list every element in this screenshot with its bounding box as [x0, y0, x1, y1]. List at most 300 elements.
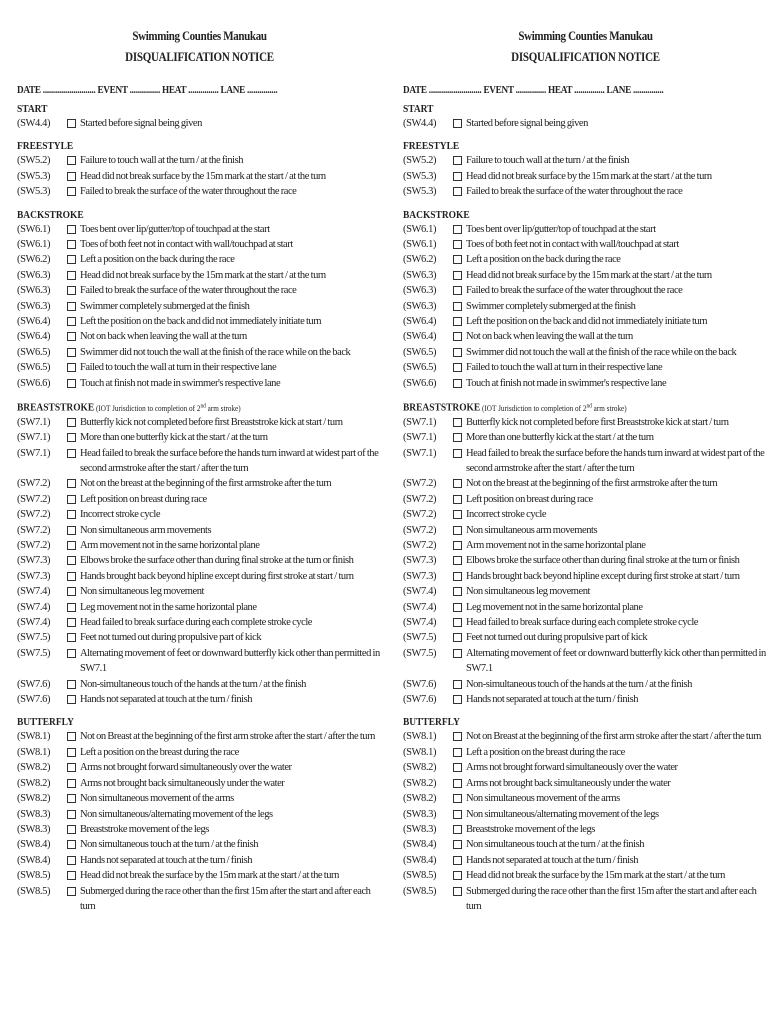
rule-checkbox[interactable]	[67, 794, 76, 803]
rule-code: (SW7.4)	[403, 617, 437, 629]
rule-row	[403, 630, 770, 645]
rule-text: Arms not brought forward simultaneously over the water	[80, 762, 292, 774]
section-note-end: arm stroke)	[591, 403, 627, 413]
rule-checkbox[interactable]	[453, 603, 462, 612]
rule-text: Head failed to break surface during each complete stroke cycle	[80, 617, 313, 629]
rule-checkbox[interactable]	[453, 695, 462, 704]
rule-checkbox[interactable]	[67, 763, 76, 772]
section-title-start	[17, 103, 350, 116]
rule-code: (SW5.3)	[17, 186, 51, 198]
rule-text: Non simultaneous leg movement	[80, 586, 204, 598]
section-title-text: FREESTYLE	[17, 141, 74, 153]
section-note-text: (IOT Jurisdiction to completion of 2	[480, 403, 587, 413]
rule-row	[403, 446, 770, 477]
rule-code: (SW7.2)	[403, 540, 437, 551]
rule-row	[17, 677, 387, 692]
rule-code: (SW8.3)	[403, 808, 437, 820]
rule-checkbox[interactable]	[67, 286, 76, 295]
rule-code: (SW7.1)	[403, 447, 437, 459]
rule-text: Elbows broke the surface other than during final stroke at the turn or finish	[466, 555, 740, 567]
rule-row	[17, 538, 387, 553]
rule-code: (SW8.2)	[403, 793, 437, 805]
section-title-text: BUTTERFLY	[403, 717, 460, 729]
rule-checkbox[interactable]	[67, 449, 76, 458]
rule-code: (SW8.4)	[403, 839, 437, 851]
section-note-sup: nd	[586, 403, 592, 410]
rule-checkbox[interactable]	[67, 510, 76, 519]
rule-checkbox[interactable]	[67, 332, 76, 341]
rule-row	[17, 415, 387, 430]
date-event-heat-lane-line: DATE .......................... EVENT ............... HEAT ............... LANE ...............	[17, 85, 278, 96]
rule-row	[17, 760, 387, 775]
rule-row	[403, 837, 770, 852]
rule-row	[17, 345, 387, 360]
rule-row	[17, 523, 387, 538]
rule-row	[403, 153, 770, 168]
rule-checkbox[interactable]	[67, 156, 76, 165]
rule-text: Head failed to break the surface before the hands turn inward at widest part of the second armstroke after the start / after the turn	[80, 447, 379, 474]
rule-checkbox[interactable]	[67, 172, 76, 181]
rule-code: (SW7.2)	[17, 509, 51, 521]
rule-code: (SW7.6)	[403, 678, 437, 690]
rule-checkbox[interactable]	[67, 541, 76, 550]
rule-code: (SW8.1)	[403, 746, 437, 758]
rule-row	[17, 791, 387, 806]
rule-checkbox[interactable]	[453, 379, 462, 388]
rule-text: Head did not break surface by the 15m mark at the start / at the turn	[466, 170, 712, 182]
rule-row	[17, 884, 387, 915]
rule-checkbox[interactable]	[453, 794, 462, 803]
rule-checkbox[interactable]	[67, 810, 76, 819]
rule-row	[403, 184, 770, 199]
rule-checkbox[interactable]	[67, 363, 76, 372]
rule-checkbox[interactable]	[453, 556, 462, 565]
rule-text: Hands not separated at touch at the turn / finish	[466, 854, 639, 866]
rule-text: Arms not brought back simultaneously under the water	[80, 777, 285, 789]
rule-row	[403, 760, 770, 775]
rule-checkbox[interactable]	[453, 286, 462, 295]
rule-row	[403, 299, 770, 314]
rule-text: Left a position on the breast during the race	[466, 746, 625, 758]
rule-code: (SW6.2)	[403, 254, 437, 266]
sections-container	[403, 103, 770, 914]
rule-checkbox[interactable]	[453, 119, 462, 128]
rule-checkbox[interactable]	[453, 763, 462, 772]
section-title-text: START	[17, 104, 48, 115]
rule-checkbox[interactable]	[453, 732, 462, 741]
rule-code: (SW6.3)	[403, 300, 437, 312]
rule-text: Leg movement not in the same horizontal plane	[466, 601, 643, 613]
rule-code: (SW6.3)	[403, 269, 437, 281]
rule-checkbox[interactable]	[453, 871, 462, 880]
rule-code: (SW8.3)	[17, 808, 51, 820]
rule-row	[17, 476, 387, 491]
rule-checkbox[interactable]	[67, 649, 76, 658]
rule-text: Swimmer did not touch the wall at the finish of the race while on the back	[80, 346, 351, 358]
rule-checkbox[interactable]	[67, 418, 76, 427]
rule-checkbox[interactable]	[453, 825, 462, 834]
rule-checkbox[interactable]	[67, 495, 76, 504]
rule-code: (SW7.1)	[403, 416, 437, 428]
rule-row	[17, 692, 387, 707]
rule-row	[403, 523, 770, 538]
rule-text: Failed to break the surface of the water throughout the race	[466, 285, 683, 297]
rule-code: (SW6.3)	[17, 300, 51, 312]
rule-text: Head did not break surface by the 15m mark at the start / at the turn	[80, 269, 326, 281]
rule-code: (SW5.2)	[17, 155, 51, 167]
rule-text: Arm movement not in the same horizontal plane	[466, 540, 646, 551]
rule-checkbox[interactable]	[453, 633, 462, 642]
rule-row	[17, 430, 387, 445]
rule-checkbox[interactable]	[453, 302, 462, 311]
rule-checkbox[interactable]	[453, 680, 462, 689]
rule-code: (SW5.2)	[403, 155, 437, 167]
rule-code: (SW7.3)	[17, 555, 51, 567]
rule-text: Failed to break the surface of the water throughout the race	[466, 186, 683, 198]
rule-checkbox[interactable]	[67, 317, 76, 326]
rule-checkbox[interactable]	[453, 271, 462, 280]
rule-checkbox[interactable]	[453, 317, 462, 326]
rule-text: Left the position on the back and did not immediately initiate turn	[466, 316, 708, 328]
rule-code: (SW8.5)	[17, 885, 51, 897]
org-name: Swimming Counties Manukau	[132, 29, 267, 43]
section-title-start	[403, 103, 736, 116]
rule-code: (SW6.1)	[17, 239, 51, 251]
rule-code: (SW8.2)	[403, 762, 437, 774]
rule-code: (SW5.3)	[403, 186, 437, 198]
rule-text: Non-simultaneous touch of the hands at the turn / at the finish	[466, 678, 692, 690]
rule-checkbox[interactable]	[67, 302, 76, 311]
section-title-butterfly	[403, 716, 736, 729]
rule-text: Failed to break the surface of the water throughout the race	[80, 285, 297, 297]
rule-code: (SW6.5)	[17, 346, 51, 358]
rule-text: Toes bent over lip/gutter/top of touchpad at the start	[80, 223, 270, 235]
rule-text: Hands not separated at touch at the turn / finish	[466, 694, 639, 706]
rule-row	[403, 360, 770, 375]
date-event-heat-lane-line: DATE .......................... EVENT ............... HEAT ............... LANE ...............	[403, 85, 664, 96]
rule-text: Feet not turned out during propulsive part of kick	[80, 632, 262, 644]
rule-code: (SW6.1)	[403, 239, 437, 251]
rule-text: Alternating movement of feet or downward butterfly kick other than permitted in SW7.1	[80, 647, 380, 675]
rule-code: (SW6.5)	[403, 362, 437, 374]
rule-code: (SW8.1)	[17, 731, 51, 743]
rule-code: (SW7.2)	[403, 524, 437, 536]
rule-checkbox[interactable]	[67, 526, 76, 535]
rule-checkbox[interactable]	[453, 541, 462, 550]
rule-checkbox[interactable]	[453, 240, 462, 249]
rule-text: Non simultaneous movement of the arms	[80, 793, 234, 805]
rule-text: Head failed to break the surface before the hands turn inward at widest part of the second armstroke after the start / after the turn	[466, 447, 765, 474]
rule-row	[17, 283, 387, 298]
rule-text: Not on Breast at the beginning of the first arm stroke after the start / after the turn	[466, 731, 761, 743]
rule-checkbox[interactable]	[453, 840, 462, 849]
rule-text: Hands brought back beyond hipline except during first stroke at start / turn	[80, 570, 354, 582]
rule-row	[17, 268, 387, 283]
rule-checkbox[interactable]	[67, 840, 76, 849]
rule-checkbox[interactable]	[67, 732, 76, 741]
section-title-backstroke	[403, 209, 736, 222]
rule-text: Feet not turned out during propulsive part of kick	[466, 632, 648, 644]
section-title-text: BACKSTROKE	[403, 209, 470, 221]
rule-text: Left a position on the breast during the race	[80, 746, 239, 758]
rule-text: Non simultaneous touch at the turn / at the finish	[466, 839, 645, 851]
rule-code: (SW7.6)	[17, 678, 51, 690]
rule-text: Incorrect stroke cycle	[466, 509, 547, 521]
rule-code: (SW6.4)	[17, 331, 51, 343]
rule-checkbox[interactable]	[67, 240, 76, 249]
rule-checkbox[interactable]	[67, 618, 76, 627]
rule-text: Arms not brought back simultaneously under the water	[466, 777, 671, 789]
rule-checkbox[interactable]	[453, 572, 462, 581]
rule-checkbox[interactable]	[67, 379, 76, 388]
rule-code: (SW6.5)	[17, 362, 51, 374]
rule-text: Touch at finish not made in swimmer's respective lane	[466, 377, 667, 389]
rule-checkbox[interactable]	[67, 825, 76, 834]
rule-row	[17, 116, 387, 131]
rule-code: (SW7.4)	[17, 601, 51, 613]
rule-code: (SW5.3)	[403, 170, 437, 182]
rule-checkbox[interactable]	[453, 225, 462, 234]
rule-text: Failed to touch the wall at turn in their respective lane	[466, 362, 663, 374]
rule-row	[17, 553, 387, 568]
rule-row	[403, 222, 770, 237]
sections-container	[17, 103, 387, 914]
rule-code: (SW5.3)	[17, 170, 51, 182]
rule-text: More than one butterfly kick at the start / at the turn	[466, 432, 654, 444]
rule-text: Head did not break surface by the 15m mark at the start / at the turn	[466, 269, 712, 281]
rule-row	[17, 630, 387, 645]
rule-text: Non-simultaneous touch of the hands at the turn / at the finish	[80, 678, 306, 690]
rule-checkbox[interactable]	[453, 810, 462, 819]
rule-checkbox[interactable]	[67, 255, 76, 264]
rule-checkbox[interactable]	[453, 526, 462, 535]
rule-checkbox[interactable]	[453, 887, 462, 896]
rule-checkbox[interactable]	[67, 887, 76, 896]
rule-row	[403, 430, 770, 445]
rule-code: (SW6.6)	[403, 377, 437, 389]
rule-row	[17, 446, 387, 477]
rule-code: (SW8.5)	[403, 870, 437, 882]
rule-checkbox[interactable]	[67, 603, 76, 612]
rule-checkbox[interactable]	[453, 856, 462, 865]
section-title-freestyle	[403, 140, 736, 153]
rule-code: (SW7.6)	[403, 694, 437, 706]
rule-row	[403, 415, 770, 430]
rule-row	[403, 329, 770, 344]
rule-checkbox[interactable]	[67, 433, 76, 442]
rule-row	[403, 116, 770, 131]
rule-row	[403, 776, 770, 791]
rule-text: Non simultaneous/alternating movement of the legs	[466, 808, 659, 820]
rule-code: (SW8.2)	[403, 777, 437, 789]
rule-text: Alternating movement of feet or downward butterfly kick other than permitted in SW7.1	[466, 647, 766, 675]
rule-text: Not on back when leaving the wall at the turn	[466, 331, 633, 343]
rule-text: Hands not separated at touch at the turn / finish	[80, 694, 253, 706]
rule-code: (SW6.1)	[17, 223, 51, 235]
rule-text: Incorrect stroke cycle	[80, 509, 161, 521]
rule-row	[403, 553, 770, 568]
rule-code: (SW7.5)	[403, 632, 437, 644]
rule-code: (SW7.5)	[403, 647, 437, 659]
rule-checkbox[interactable]	[67, 225, 76, 234]
rule-row	[403, 507, 770, 522]
rule-code: (SW8.5)	[17, 870, 51, 882]
section-title-text: START	[403, 104, 434, 115]
rule-text: Hands brought back beyond hipline except during first stroke at start / turn	[466, 570, 740, 582]
rule-code: (SW7.3)	[403, 555, 437, 567]
rule-checkbox[interactable]	[67, 572, 76, 581]
rule-row	[17, 729, 387, 744]
rule-text: Failure to touch wall at the turn / at the finish	[80, 155, 244, 167]
rule-checkbox[interactable]	[67, 119, 76, 128]
rule-row	[17, 822, 387, 837]
rule-checkbox[interactable]	[67, 871, 76, 880]
rule-checkbox[interactable]	[67, 348, 76, 357]
rule-checkbox[interactable]	[67, 680, 76, 689]
rule-code: (SW8.2)	[17, 777, 51, 789]
rule-text: Arms not brought forward simultaneously over the water	[466, 762, 678, 774]
rule-checkbox[interactable]	[67, 587, 76, 596]
section-note-end: arm stroke)	[205, 403, 241, 413]
section-title-text: BUTTERFLY	[17, 717, 74, 729]
rule-text: Left position on breast during race	[466, 493, 593, 505]
rule-row	[17, 868, 387, 883]
rule-checkbox[interactable]	[67, 187, 76, 196]
rule-checkbox[interactable]	[453, 649, 462, 658]
rule-row	[17, 237, 387, 252]
section-note-text: (IOT Jurisdiction to completion of 2	[94, 403, 201, 413]
rule-code: (SW7.4)	[17, 586, 51, 598]
rule-text: Leg movement not in the same horizontal plane	[80, 601, 257, 613]
notice-left	[17, 0, 387, 914]
rule-checkbox[interactable]	[67, 748, 76, 757]
rule-row	[403, 729, 770, 744]
rule-text: Toes bent over lip/gutter/top of touchpad at the start	[466, 223, 656, 235]
rule-row	[403, 345, 770, 360]
rule-text: Failed to touch the wall at turn in their respective lane	[80, 362, 277, 374]
rule-checkbox[interactable]	[67, 271, 76, 280]
rule-text: Submerged during the race other than the first 15m after the start and after each turn	[466, 885, 757, 912]
rule-row	[403, 853, 770, 868]
rule-checkbox[interactable]	[453, 495, 462, 504]
rule-text: Hands not separated at touch at the turn / finish	[80, 854, 253, 866]
rule-row	[403, 569, 770, 584]
rule-checkbox[interactable]	[453, 449, 462, 458]
rule-text: Swimmer completely submerged at the finish	[466, 300, 636, 312]
rule-checkbox[interactable]	[453, 418, 462, 427]
rule-code: (SW6.2)	[17, 254, 51, 266]
rule-checkbox[interactable]	[67, 695, 76, 704]
rule-text: Elbows broke the surface other than during final stroke at the turn or finish	[80, 555, 354, 567]
rule-row	[17, 376, 387, 391]
rule-row	[17, 837, 387, 852]
rule-text: Not on Breast at the beginning of the first arm stroke after the start / after the turn	[80, 731, 375, 743]
rule-checkbox[interactable]	[453, 172, 462, 181]
rule-text: Non simultaneous/alternating movement of the legs	[80, 808, 273, 820]
rule-checkbox[interactable]	[453, 433, 462, 442]
rule-row	[17, 153, 387, 168]
rule-text: Touch at finish not made in swimmer's respective lane	[80, 377, 281, 389]
rule-text: Not on the breast at the beginning of the first armstroke after the turn	[466, 478, 718, 490]
rule-row	[403, 376, 770, 391]
rule-row	[17, 600, 387, 615]
rule-code: (SW6.3)	[403, 285, 437, 297]
rule-checkbox[interactable]	[67, 556, 76, 565]
rule-text: Head did not break surface by the 15m mark at the start / at the turn	[80, 170, 326, 182]
rule-text: More than one butterfly kick at the start / at the turn	[80, 432, 268, 444]
section-title-breaststroke	[17, 400, 350, 415]
rule-text: Started before signal being given	[466, 118, 588, 129]
rule-code: (SW8.1)	[17, 746, 51, 758]
section-title-butterfly	[17, 716, 350, 729]
rule-checkbox[interactable]	[453, 748, 462, 757]
rule-text: Not on back when leaving the wall at the turn	[80, 331, 247, 343]
rule-checkbox[interactable]	[453, 332, 462, 341]
rule-row	[17, 360, 387, 375]
rule-code: (SW7.3)	[403, 570, 437, 582]
rule-checkbox[interactable]	[453, 479, 462, 488]
org-name: Swimming Counties Manukau	[518, 29, 653, 43]
rule-row	[17, 584, 387, 599]
notice-right	[403, 0, 770, 914]
rule-checkbox[interactable]	[453, 348, 462, 357]
rule-row	[403, 584, 770, 599]
rule-code: (SW8.4)	[17, 839, 51, 851]
rule-checkbox[interactable]	[453, 510, 462, 519]
rule-checkbox[interactable]	[67, 856, 76, 865]
rule-checkbox[interactable]	[453, 779, 462, 788]
rule-code: (SW8.4)	[403, 854, 437, 866]
section-title-text: FREESTYLE	[403, 141, 460, 153]
rule-row	[403, 868, 770, 883]
rule-code: (SW7.6)	[17, 694, 51, 706]
rule-checkbox[interactable]	[453, 156, 462, 165]
rule-text: Swimmer did not touch the wall at the finish of the race while on the back	[466, 346, 737, 358]
rule-row	[17, 492, 387, 507]
rule-checkbox[interactable]	[453, 587, 462, 596]
rule-code: (SW6.3)	[17, 269, 51, 281]
rule-text: Arm movement not in the same horizontal plane	[80, 540, 260, 551]
rule-text: Non simultaneous leg movement	[466, 586, 590, 598]
rule-row	[403, 884, 770, 915]
rule-code: (SW7.1)	[17, 416, 51, 428]
rule-checkbox[interactable]	[453, 618, 462, 627]
rule-checkbox[interactable]	[67, 779, 76, 788]
rule-code: (SW6.5)	[403, 346, 437, 358]
rule-text: Failed to break the surface of the water throughout the race	[80, 186, 297, 198]
rule-row	[17, 329, 387, 344]
rule-text: Head failed to break surface during each complete stroke cycle	[466, 617, 699, 629]
rule-checkbox[interactable]	[67, 479, 76, 488]
rule-text: Toes of both feet not in contact with wall/touchpad at start	[80, 239, 293, 251]
rule-checkbox[interactable]	[453, 363, 462, 372]
rule-row	[403, 252, 770, 267]
rule-text: Submerged during the race other than the first 15m after the start and after each turn	[80, 885, 371, 912]
rule-row	[403, 169, 770, 184]
rule-checkbox[interactable]	[67, 633, 76, 642]
rule-checkbox[interactable]	[453, 187, 462, 196]
rule-row	[17, 184, 387, 199]
section-title-text: BREASTSTROKE	[403, 402, 481, 414]
rule-row	[403, 677, 770, 692]
rule-checkbox[interactable]	[453, 255, 462, 264]
rule-row	[17, 252, 387, 267]
section-note-sup: nd	[200, 403, 206, 410]
rule-code: (SW7.2)	[17, 524, 51, 536]
rule-row	[17, 569, 387, 584]
rule-text: Head did not break the surface by the 15m mark at the start / at the turn	[466, 870, 725, 882]
rule-row	[403, 237, 770, 252]
